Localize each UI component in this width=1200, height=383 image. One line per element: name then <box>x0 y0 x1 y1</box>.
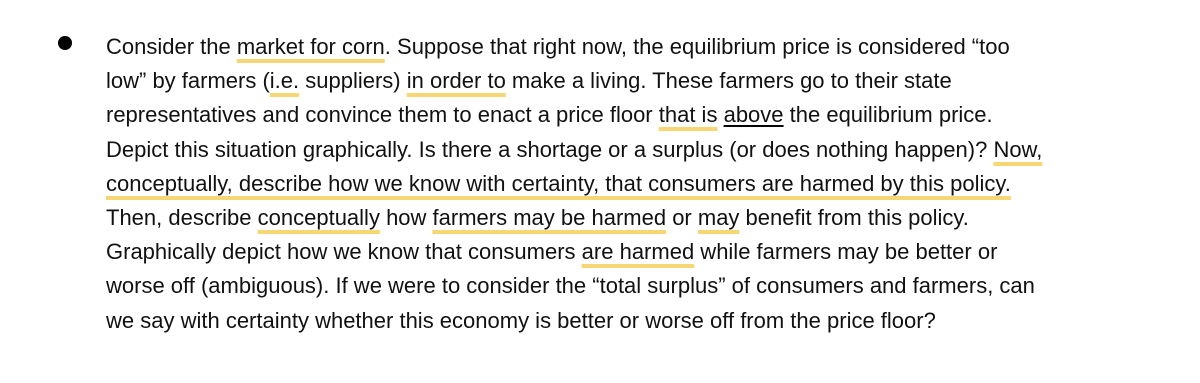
text-line <box>106 235 1166 269</box>
text-line <box>106 133 1166 167</box>
text-segment: worse off (ambiguous). If we were to consider the “total surplus” of consumers and farmers, can <box>106 273 1035 299</box>
highlighted-phrase: farmers may be harmed <box>432 204 667 230</box>
text-segment: the equilibrium price. <box>783 102 993 128</box>
text-segment: Then, describe <box>106 204 258 230</box>
bullet-point <box>58 36 72 50</box>
text-segment: low” by farmers ( <box>106 68 270 94</box>
highlighted-phrase: that is <box>658 102 718 128</box>
text-line <box>106 30 1166 64</box>
text-segment: how <box>379 204 433 230</box>
underlined-phrase: above <box>723 102 784 128</box>
text-segment: suppliers) <box>299 68 407 94</box>
highlighted-phrase: market for corn <box>236 34 385 59</box>
text-segment: Depict this situation graphically. Is there a shortage or a surplus (or does nothing happen)? <box>106 136 994 162</box>
question-paragraph <box>106 30 1166 338</box>
text-line <box>106 98 1166 132</box>
text-segment: representatives and convince them to enact a price floor <box>106 102 659 128</box>
text-segment: make a living. These farmers go to their state <box>505 68 952 94</box>
text-segment: or <box>666 204 698 230</box>
highlighted-phrase: may <box>697 204 740 230</box>
highlighted-phrase: are harmed <box>581 239 695 265</box>
text-segment: Consider the <box>106 34 237 59</box>
text-segment: benefit from this policy. <box>739 204 969 230</box>
text-line <box>106 167 1166 201</box>
highlighted-phrase: conceptually <box>257 204 380 230</box>
text-segment: we say with certainty whether this economy is better or worse off from the price floor? <box>106 307 936 333</box>
text-line <box>106 304 1166 338</box>
highlighted-phrase: i.e. <box>269 68 300 94</box>
text-segment: while farmers may be better or <box>694 239 998 265</box>
highlighted-phrase: conceptually, describe how we know with certainty, that consumers are harmed by this policy. <box>106 170 1011 196</box>
text-line <box>106 201 1166 235</box>
highlighted-phrase: Now, <box>993 136 1043 162</box>
text-line <box>106 64 1166 98</box>
text-segment: Graphically depict how we know that consumers <box>106 239 582 265</box>
highlighted-phrase: in order to <box>406 68 506 94</box>
text-segment: . Suppose that right now, the equilibrium price is considered “too <box>384 34 1010 59</box>
text-line <box>106 269 1166 303</box>
